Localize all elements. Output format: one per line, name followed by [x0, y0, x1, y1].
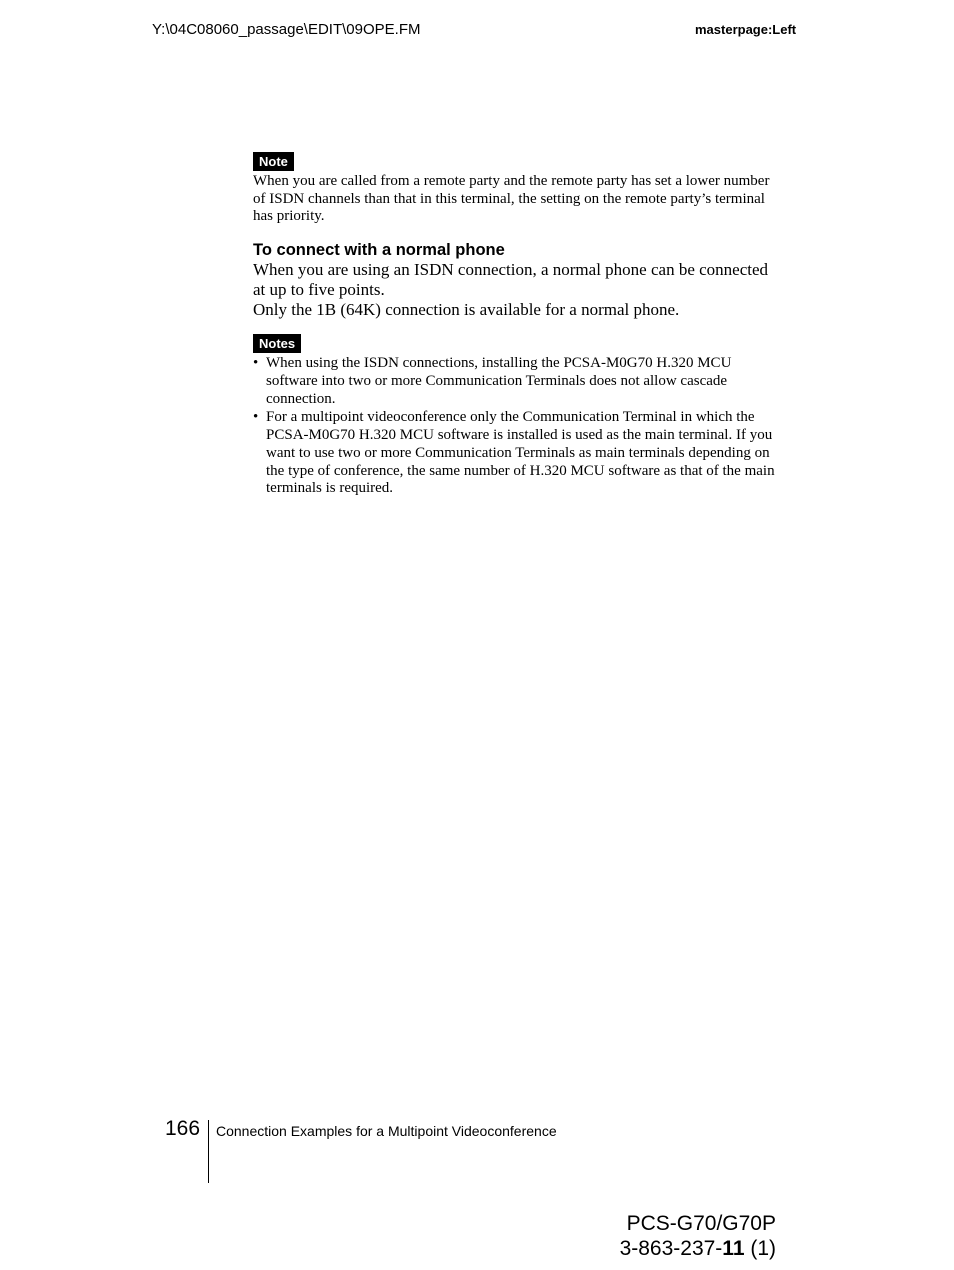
page-content [253, 152, 781, 498]
code-revision: 11 [722, 1237, 745, 1260]
section-paragraph-2: Only the 1B (64K) connection is available for a normal phone. [253, 300, 680, 320]
bullet-icon: • [253, 355, 259, 372]
header-masterpage: masterpage:Left [695, 22, 797, 37]
note-label: Note [253, 152, 294, 171]
note-block [253, 152, 781, 226]
notes-list-item [253, 409, 781, 499]
footer-divider [208, 1120, 209, 1183]
section-heading: To connect with a normal phone [253, 241, 505, 260]
document-code [620, 1236, 776, 1262]
notes-list-item [253, 355, 781, 409]
bullet-icon: • [253, 408, 259, 425]
notes-list [253, 355, 781, 498]
notes-item-text: When using the ISDN connections, installing the PCSA-M0G70 H.320 MCU software into two or more Communication Terminals does not allow cascade connection. [266, 355, 732, 407]
notes-item-text: For a multipoint videoconference only the Communication Terminal in which the PCSA-M0G70 H.320 MCU software is installed is used as the main terminal. If you want to use two or more Communication Terminals as main terminals depending on the type of conference, the same number of H.320 MCU software as that of the main terminals is required. [266, 408, 775, 497]
notes-block [253, 334, 781, 498]
page-number: 166 [165, 1117, 201, 1140]
code-suffix: (1) [744, 1237, 776, 1260]
section-paragraph-1: When you are using an ISDN connection, a normal phone can be connected at up to five points. [253, 260, 769, 300]
note-text: When you are called from a remote party and the remote party has set a lower number of ISDN channels than that in this terminal, the setting on the remote party’s terminal has priority. [253, 173, 770, 225]
model-number: PCS-G70/G70P [626, 1212, 776, 1235]
notes-label: Notes [253, 334, 301, 353]
footer-section-title: Connection Examples for a Multipoint Videoconference [216, 1123, 557, 1139]
header-file-path: Y:\04C08060_passage\EDIT\09OPE.FM [152, 21, 421, 38]
code-prefix: 3-863-237- [619, 1237, 723, 1260]
